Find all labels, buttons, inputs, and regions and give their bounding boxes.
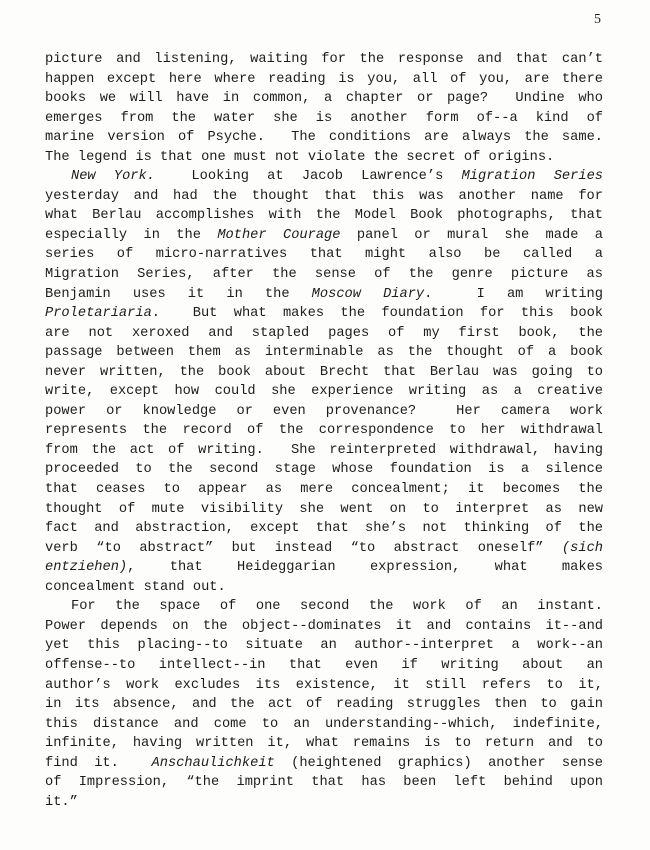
text-line xyxy=(45,363,603,383)
text-line xyxy=(45,109,603,129)
italic-text: Proletariaria xyxy=(45,306,152,322)
text-line xyxy=(45,695,603,715)
text-line xyxy=(45,597,603,617)
text-line xyxy=(45,128,603,148)
text-run: books we will have in common, a chapter or page? Undine who xyxy=(45,91,603,107)
text-line xyxy=(45,50,603,70)
text-run: from the act of writing. She reinterpreted withdrawal, having xyxy=(45,442,603,458)
paragraph xyxy=(45,167,603,597)
text-line xyxy=(45,285,603,305)
italic-text: New York. xyxy=(71,169,155,185)
text-run: that ceases to appear as mere concealment; it becomes the xyxy=(45,482,603,498)
text-line xyxy=(45,715,603,735)
text-run: it.” xyxy=(45,794,78,810)
text-run: Migration Series, after the sense of the genre picture as xyxy=(45,267,603,283)
italic-text: Moscow Diary xyxy=(311,286,425,302)
text-run: yesterday and had the thought that this was another name for xyxy=(45,188,603,204)
italic-text: Migration Series xyxy=(461,169,603,185)
text-line xyxy=(45,734,603,754)
text-run: passage between them as interminable as the thought of a book xyxy=(45,345,603,361)
text-run: . But what makes the foundation for this book xyxy=(151,306,603,322)
text-run: fact and abstraction, except that she’s not thinking of the xyxy=(45,521,603,537)
text-run: yet this placing--to situate an author--interpret a work--an xyxy=(45,638,603,654)
text-line xyxy=(45,460,603,480)
text-line xyxy=(45,636,603,656)
text-run: offense--to intellect--in that even if writing about an xyxy=(45,657,603,673)
text-run: of Impression, “the imprint that has been left behind upon xyxy=(45,775,603,791)
text-line xyxy=(45,148,603,168)
text-line xyxy=(45,754,603,774)
text-line xyxy=(45,206,603,226)
text-line xyxy=(45,343,603,363)
text-run: Power depends on the object--dominates it and contains it--and xyxy=(45,618,603,634)
text-line xyxy=(45,187,603,207)
text-line xyxy=(45,265,603,285)
text-run: find it. xyxy=(45,755,152,771)
text-run: The legend is that one must not violate the secret of origins. xyxy=(45,149,555,165)
text-line xyxy=(45,402,603,422)
text-line xyxy=(45,421,603,441)
text-line xyxy=(45,558,603,578)
page-number: 5 xyxy=(594,12,601,27)
text-run: in its absence, and the act of reading struggles then to gain xyxy=(45,697,603,713)
text-run: this distance and come to an understanding--which, indefinite, xyxy=(45,716,603,732)
text-line xyxy=(45,382,603,402)
text-run: author’s work excludes its existence, it still refers to it, xyxy=(45,677,603,693)
text-line xyxy=(45,70,603,90)
text-line xyxy=(45,167,603,187)
text-run: , that Heideggarian expression, what makes xyxy=(127,560,603,576)
text-run: Benjamin uses it in the xyxy=(45,286,312,302)
italic-text: Mother Courage xyxy=(217,227,341,243)
body-text xyxy=(45,50,603,812)
text-run: especially in the xyxy=(45,227,218,243)
italic-text: (sich xyxy=(561,540,603,556)
text-run: For the space of one second the work of an instant. xyxy=(71,599,603,615)
text-run: marine version of Psyche. The conditions are always the same. xyxy=(45,130,603,146)
text-line xyxy=(45,539,603,559)
text-run: Looking at Jacob Lawrence’s xyxy=(154,169,462,185)
text-run: panel or mural she made a xyxy=(340,227,603,243)
text-run: series of micro-narratives that might also be called a xyxy=(45,247,603,263)
text-run: what Berlau accomplishes with the Model Book photographs, that xyxy=(45,208,603,224)
text-run: are not xeroxed and stapled pages of my first book, the xyxy=(45,325,603,341)
text-run: . I am writing xyxy=(424,286,603,302)
text-run: concealment stand out. xyxy=(45,579,226,595)
text-line xyxy=(45,441,603,461)
text-run: proceeded to the second stage whose foundation is a silence xyxy=(45,462,603,478)
text-run: thought of mute visibility she went on to interpret as new xyxy=(45,501,603,517)
text-line xyxy=(45,226,603,246)
italic-text: entziehen) xyxy=(45,560,128,576)
paragraph xyxy=(45,597,603,812)
text-run: (heightened graphics) another sense xyxy=(274,755,603,771)
text-run: write, except how could she experience writing as a creative xyxy=(45,384,603,400)
text-line xyxy=(45,245,603,265)
text-line xyxy=(45,519,603,539)
text-line xyxy=(45,578,603,598)
italic-text: Anschaulichkeit xyxy=(151,755,275,771)
text-run: verb “to abstract” but instead “to abstract oneself” xyxy=(45,540,562,556)
text-run: emerges from the water she is another form of--a kind of xyxy=(45,110,603,126)
text-run: infinite, having written it, what remains is to return and to xyxy=(45,736,603,752)
text-line xyxy=(45,793,603,813)
text-line xyxy=(45,304,603,324)
text-run: never written, the book about Brecht that Berlau was going to xyxy=(45,364,603,380)
text-line xyxy=(45,480,603,500)
text-line xyxy=(45,656,603,676)
text-line xyxy=(45,324,603,344)
text-line xyxy=(45,500,603,520)
text-line xyxy=(45,617,603,637)
text-run: picture and listening, waiting for the response and that can’t xyxy=(45,52,603,67)
text-run: represents the record of the correspondence to her withdrawal xyxy=(45,423,603,439)
text-line xyxy=(45,676,603,696)
text-run: power or knowledge or even provenance? Her camera work xyxy=(45,403,603,419)
text-run: happen except here where reading is you, all of you, are there xyxy=(45,71,603,87)
text-line xyxy=(45,89,603,109)
paragraph xyxy=(45,50,603,167)
text-line xyxy=(45,773,603,793)
